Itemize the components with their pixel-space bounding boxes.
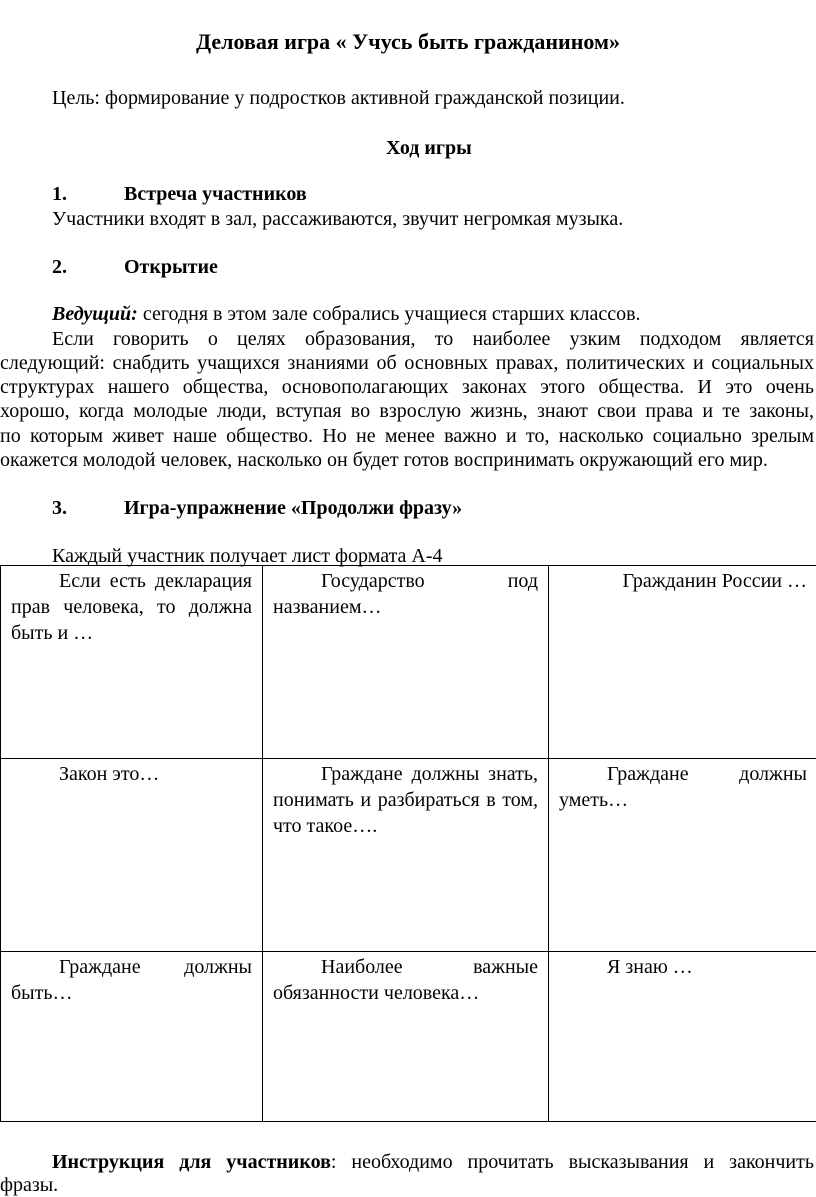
table-cell[interactable]: Закон это… bbox=[1, 759, 263, 952]
table-row bbox=[1, 566, 816, 759]
phrase-table bbox=[0, 565, 816, 1122]
speaker-label: Ведущий: bbox=[52, 303, 138, 325]
speaker-text: сегодня в этом зале собрались учащиеся старших классов. bbox=[137, 303, 641, 325]
table-cell[interactable]: Государство под названием… bbox=[263, 566, 549, 759]
table-cell[interactable]: Граждане должны уметь… bbox=[549, 759, 816, 952]
instruction-line bbox=[52, 1150, 814, 1174]
document-title: Деловая игра « Учусь быть гражданином» bbox=[196, 29, 620, 54]
section1-title: Встреча участников bbox=[124, 183, 307, 205]
table-row bbox=[1, 759, 816, 952]
paragraph-line: хорошо, когда молодые люди, вступая во взрослую жизнь, знают свои права и те законы, bbox=[0, 400, 814, 422]
section2-title: Открытие bbox=[124, 256, 218, 278]
paragraph-line: Если говорить о целях образования, то наиболее узким подходом является bbox=[52, 328, 814, 350]
section1-number: 1. bbox=[52, 183, 67, 205]
instruction-label: Инструкция для участников bbox=[52, 1151, 331, 1173]
paragraph-line: по которым живет наше общество. Но не менее важно и то, насколько социально зрелым bbox=[0, 425, 814, 447]
instruction-text: : необходимо прочитать высказывания и закончить bbox=[330, 1151, 814, 1173]
section3-title: Игра-упражнение «Продолжи фразу» bbox=[124, 497, 463, 519]
section1-text: Участники входят в зал, рассаживаются, звучит негромкая музыка. bbox=[52, 208, 624, 230]
table-row bbox=[1, 952, 816, 1122]
speaker-line bbox=[52, 302, 641, 326]
instruction-line-2: фразы. bbox=[0, 1174, 59, 1196]
course-heading: Ход игры bbox=[386, 137, 472, 159]
section2-number: 2. bbox=[52, 256, 67, 278]
table-cell[interactable]: Если есть декларация прав человека, то должна быть и … bbox=[1, 566, 263, 759]
paragraph-line: следующий: снабдить учащихся знаниями об основных правах, политических и социальных bbox=[0, 352, 814, 374]
table-cell[interactable]: Наиболее важные обязанности человека… bbox=[263, 952, 549, 1122]
table-cell[interactable]: Граждане должны быть… bbox=[1, 952, 263, 1122]
table-cell[interactable]: Я знаю … bbox=[549, 952, 816, 1122]
paragraph-line: структурах нашего общества, основополагающих законах этого общества. И это очень bbox=[0, 376, 814, 398]
table-cell[interactable]: Гражданин России … bbox=[549, 566, 816, 759]
table-cell[interactable]: Граждане должны знать, понимать и разбираться в том, что такое…. bbox=[263, 759, 549, 952]
section3-text: Каждый участник получает лист формата А-4 bbox=[52, 545, 443, 567]
paragraph-line: окажется молодой человек, насколько он будет готов воспринимать окружающий его мир. bbox=[0, 449, 768, 471]
section3-number: 3. bbox=[52, 497, 67, 519]
goal-text: Цель: формирование у подростков активной гражданской позиции. bbox=[52, 87, 625, 109]
